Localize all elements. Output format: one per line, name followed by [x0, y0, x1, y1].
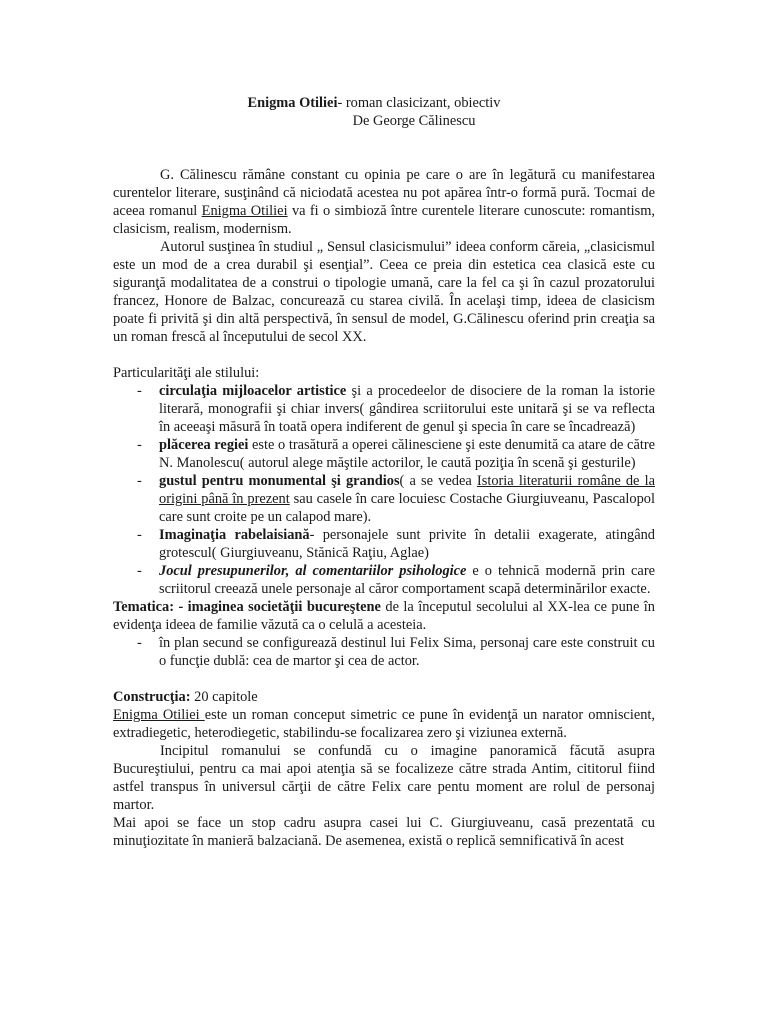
intro-paragraph-1: G. Călinescu rămâne constant cu opinia pe care o are în legătură cu manifestarea curentelor literare, susţinând că niciodată acestea nu pot apărea într-o formă pură. Tocmai de aceea romanul Enigma Otiliei va fi o simbioză între curentele literare cunoscute: romantism, clasicism, realism, modernism. [113, 167, 655, 237]
list-item: - Imaginaţia rabelaisiană- personajele sunt privite în detalii exagerate, atingând grotescul( Giurgiuveanu, Stănică Raţiu, Aglae) [137, 527, 655, 561]
list-item: - în plan secund se configurează destinul lui Felix Sima, personaj care este construit cu o funcţie dublă: cea de martor şi cea de actor. [137, 635, 655, 669]
constructia-label: Construcţia: [113, 689, 191, 705]
document-title [93, 94, 655, 112]
novel-title-link: Enigma Otiliei [113, 707, 205, 723]
tematica-list [113, 634, 655, 670]
list-item: - Jocul presupunerilor, al comentariilor psihologice e o tehnică modernă prin care scriitorul creează unele personaje al căror comportament scapă determinărilor exacte. [137, 563, 655, 597]
constructia-paragraph-3: Mai apoi se face un stop cadru asupra casei lui C. Giurgiuveanu, casă prezentată cu minuţiozitate în manieră balzaciană. De asemenea, există o replică semnificativă în acest [113, 815, 655, 849]
tematica-label: Tematica: [113, 599, 175, 615]
style-heading: Particularităţi ale stilului: [113, 365, 260, 381]
intro-paragraph-2: Autorul susţinea în studiul „ Sensul clasicismului” ideea conform căreia, „clasicismul este un mod de a crea durabil şi esenţial”. Ceea ce preia din estetica cea clasică este cu siguranţă modalitatea de a construi o tipologie umană, care la fel ca şi în cazul prozatorului francez, Honore de Balzac, concurează cu starea civilă. În acelaşi timp, ideea de clasicism poate fi privită şi din altă perspectivă, în sensul de model, G.Călinescu oferind prin creaţia sa un roman frescă al începutului de secol XX. [113, 239, 655, 345]
author-line: De George Călinescu [352, 113, 476, 129]
list-item: - plăcerea regiei este o trasătură a operei călinesciene şi este denumită ca atare de către N. Manolescu( autorul alege măştile actorilor, le caută poziţia în scenă şi gesturile) [137, 437, 656, 471]
list-item: - circulaţia mijloacelor artistice şi a procedeelor de disociere de la roman la istorie literară, monografii şi chiar invers( gândirea scriitorului este unitară şi se va reflecta în aceeaşi măsură în toată opera indiferent de genul şi specia în care se încadrează) [137, 383, 655, 435]
constructia-heading: Construcţia: 20 capitole [113, 689, 258, 705]
novel-title-link: Enigma Otiliei [201, 203, 288, 219]
style-list [113, 382, 655, 598]
list-item: - gustul pentru monumental şi grandios( a se vedea Istoria literaturii române de la origini până în prezent sau casele în care locuiesc Costache Giurgiuveanu, Pascalopol care sunt croite pe un calapod mare). [137, 473, 655, 525]
title-bold: Enigma Otiliei [247, 95, 338, 111]
document-page [113, 94, 655, 850]
title-subtitle: - roman clasicizant, obiectiv [337, 95, 501, 111]
tematica-paragraph: Tematica: - imaginea societăţii bucureştene de la începutul secolului al XX-lea ce pune în evidenţa ideea de familie văzută ca o celulă a acesteia. [113, 599, 655, 633]
title-block [113, 94, 655, 130]
constructia-paragraph-1: Enigma Otiliei este un roman conceput simetric ce pune în evidenţă un narator omniscient, extradiegetic, heterodiegetic, stabilindu-se focalizarea zero şi viziunea externă. [113, 707, 655, 741]
constructia-paragraph-2: Incipitul romanului se confundă cu o imagine panoramică făcută asupra Bucureştiului, pentru ca mai apoi atenţia să se focalizeze către strada Antim, cititorul fiind astfel transpus în universul cărţii de către Felix care pentu moment are rolul de personaj martor. [113, 743, 655, 813]
